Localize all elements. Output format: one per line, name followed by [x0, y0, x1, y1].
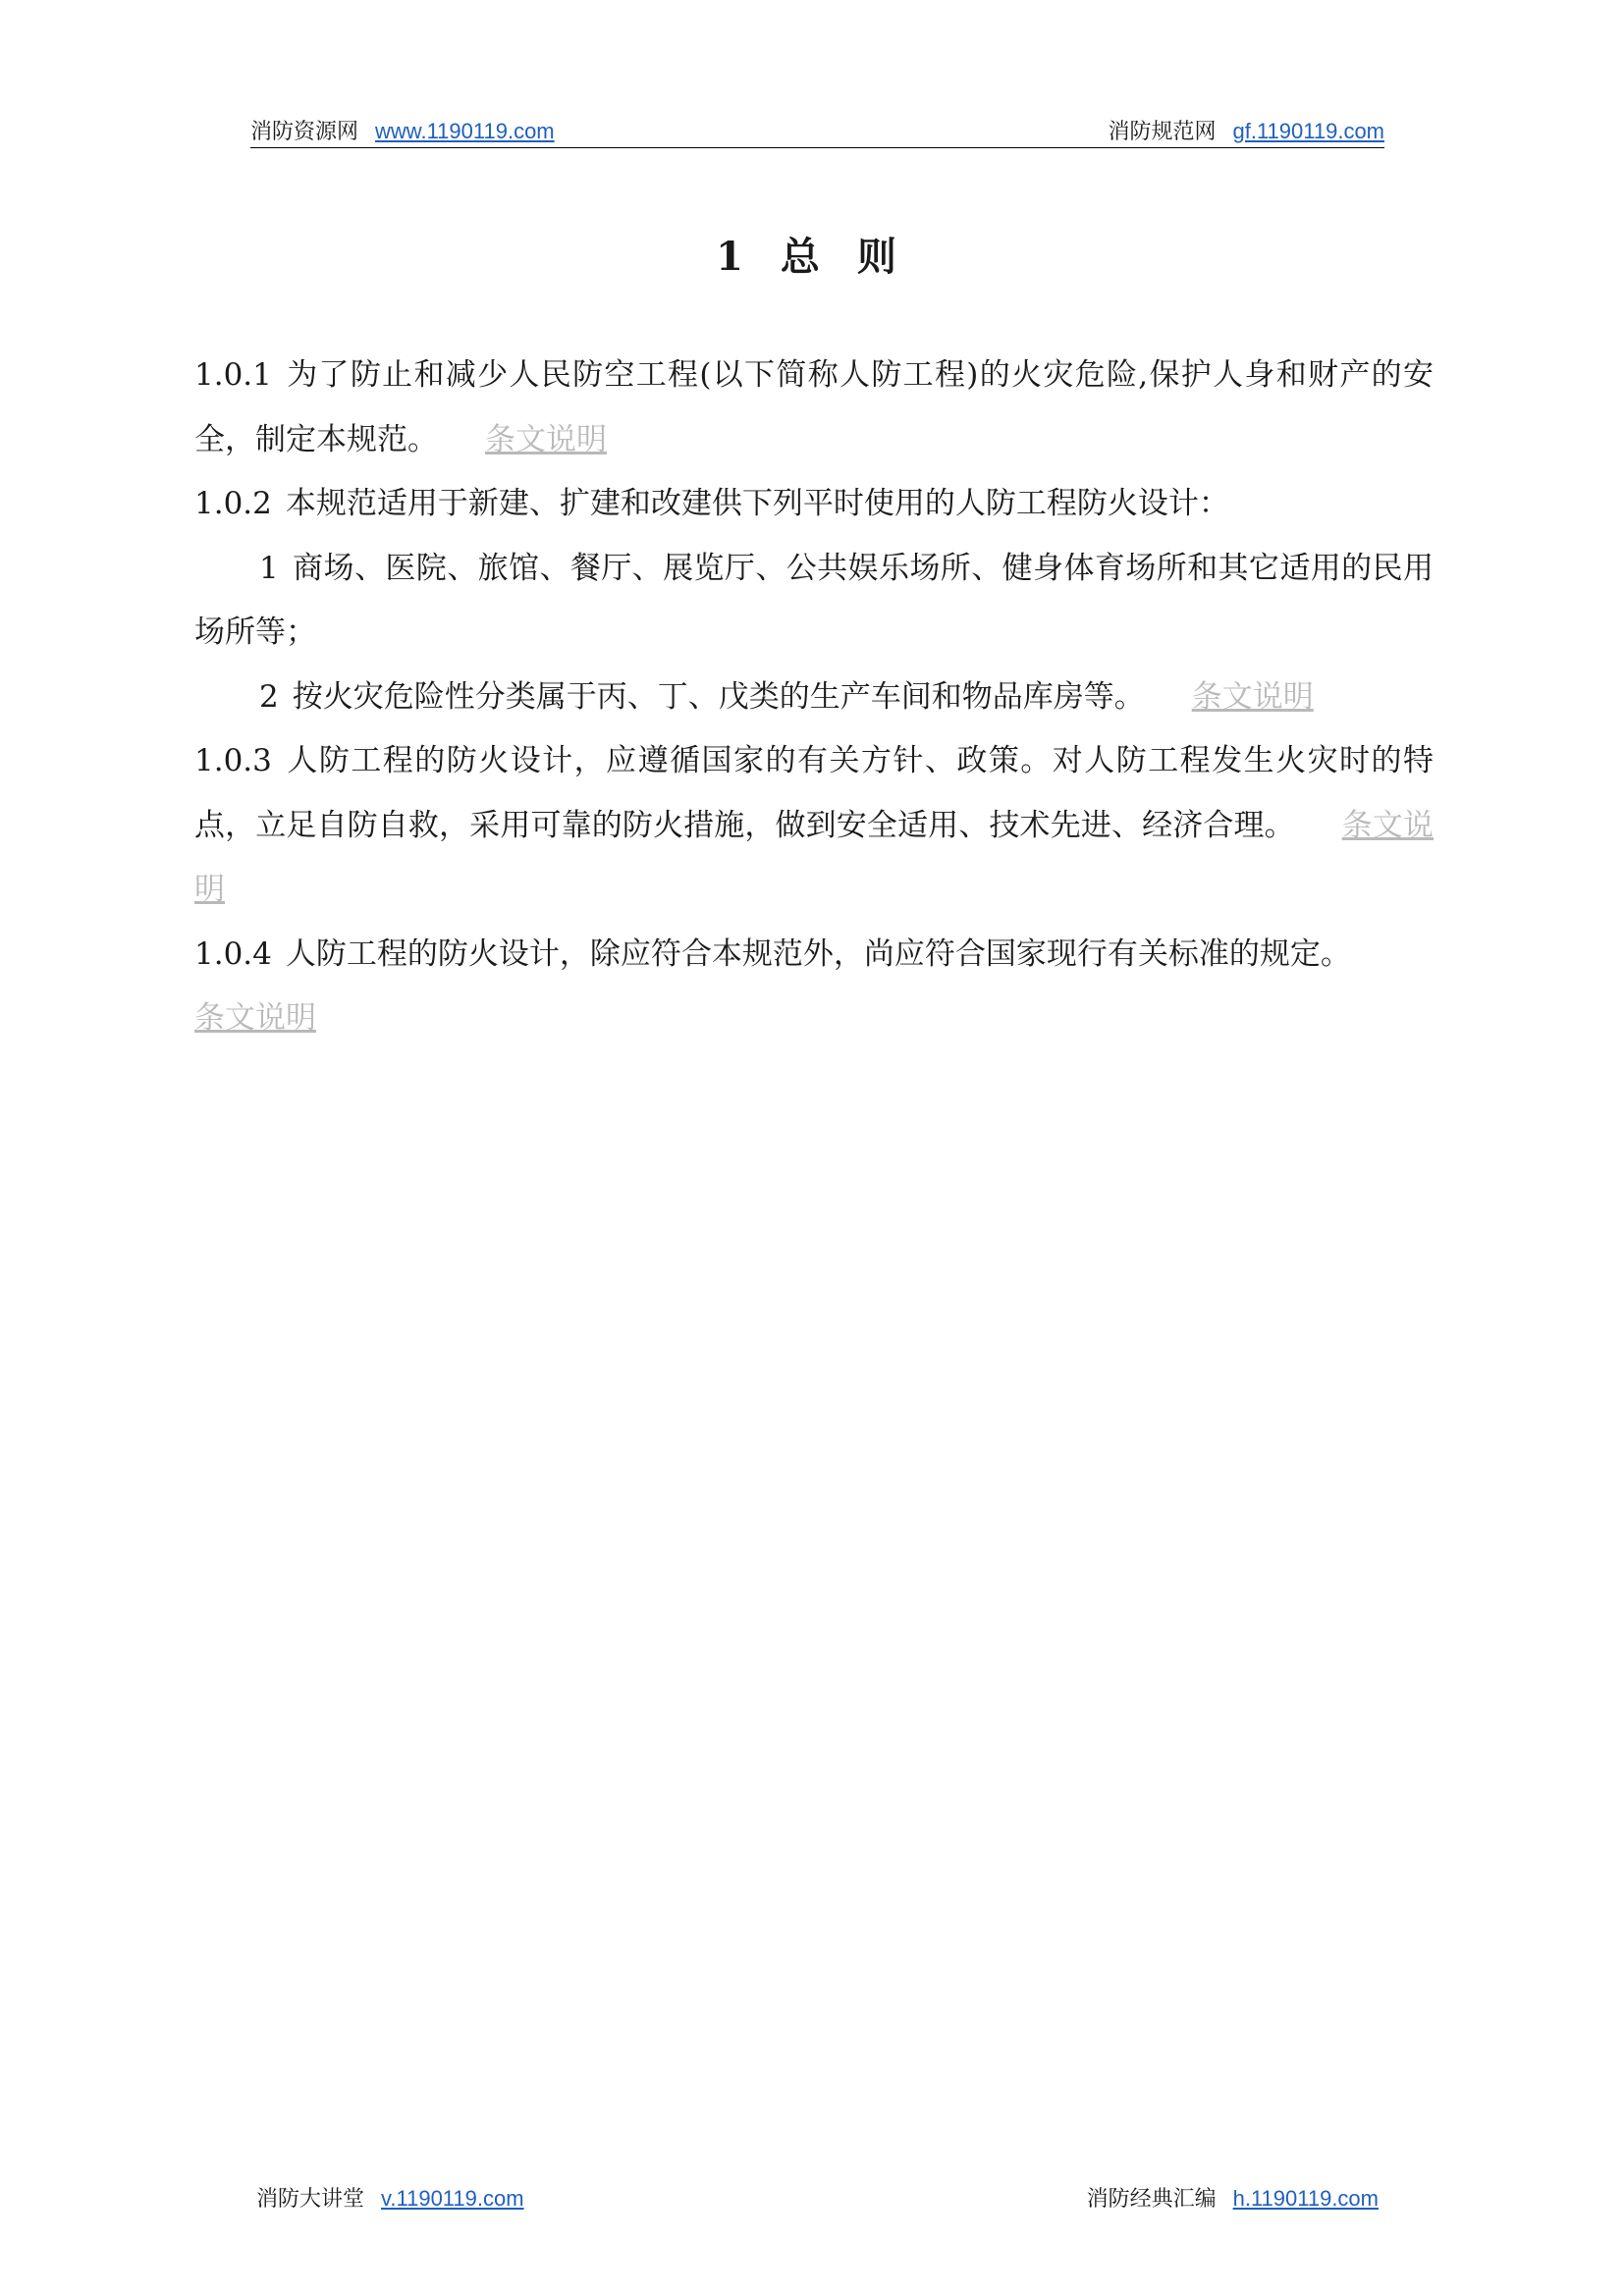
chapter-content: [194, 344, 1434, 1051]
clause-number: 1.0.2: [194, 486, 272, 521]
footer-right-site-name: 消防经典汇编: [1086, 2187, 1217, 2212]
header-right-site-name: 消防规范网: [1108, 120, 1217, 144]
clause-number: 1.0.3: [194, 743, 272, 778]
header-right: [1108, 116, 1384, 148]
footer-right: [1087, 2181, 1379, 2217]
footer-left: [256, 2181, 524, 2217]
clause-1-0-1: [194, 344, 1434, 472]
clause-1-0-2-item-1: [194, 537, 1434, 666]
clause-number: 1.0.1: [194, 357, 272, 393]
clause-text: 为了防止和减少人民防空工程(以下简称人防工程)的火灾危险,保护人身和财产的安全，制定本规范。: [194, 357, 1434, 457]
chapter-title: 1 总 则: [716, 234, 908, 280]
header-left-link[interactable]: www.1190119.com: [375, 119, 555, 143]
item-text: 按火灾危险性分类属于丙、丁、戊类的生产车间和物品库房等。: [292, 678, 1145, 715]
header-right-link[interactable]: gf.1190119.com: [1232, 119, 1384, 143]
clause-text: 人防工程的防火设计，应遵循国家的有关方针、政策。对人防工程发生火灾时的特点，立足自防自救，采用可靠的防火措施，做到安全适用、技术先进、经济合理。: [194, 743, 1434, 843]
item-number: 2: [259, 678, 279, 715]
clause-number: 1.0.4: [194, 935, 272, 972]
clause-explanation-link[interactable]: 条文说明: [1191, 678, 1314, 715]
clause-1-0-2: [194, 472, 1434, 537]
page-footer: [250, 2181, 1384, 2216]
clause-1-0-3: [194, 729, 1434, 923]
clause-explanation-link[interactable]: 条文说明: [194, 807, 1434, 907]
footer-right-link[interactable]: h.1190119.com: [1232, 2186, 1379, 2211]
clause-1-0-2-item-2: [194, 666, 1434, 730]
footer-left-site-name: 消防大讲堂: [256, 2187, 365, 2212]
clause-explanation-link[interactable]: 条文说明: [194, 1000, 316, 1036]
item-number: 1: [259, 550, 279, 586]
clause-1-0-4: [194, 923, 1434, 1051]
header-left: [250, 116, 555, 148]
footer-left-link[interactable]: v.1190119.com: [381, 2186, 524, 2211]
clause-explanation-link[interactable]: 条文说明: [485, 421, 607, 457]
page-header: [250, 116, 1384, 148]
clause-text: 本规范适用于新建、扩建和改建供下列平时使用的人防工程防火设计：: [285, 486, 1229, 521]
clause-text: 人防工程的防火设计，除应符合本规范外，尚应符合国家现行有关标准的规定。: [285, 935, 1351, 972]
item-text: 商场、医院、旅馆、餐厅、展览厅、公共娱乐场所、健身体育场所和其它适用的民用场所等；: [194, 550, 1434, 650]
header-left-site-name: 消防资源网: [250, 120, 359, 144]
